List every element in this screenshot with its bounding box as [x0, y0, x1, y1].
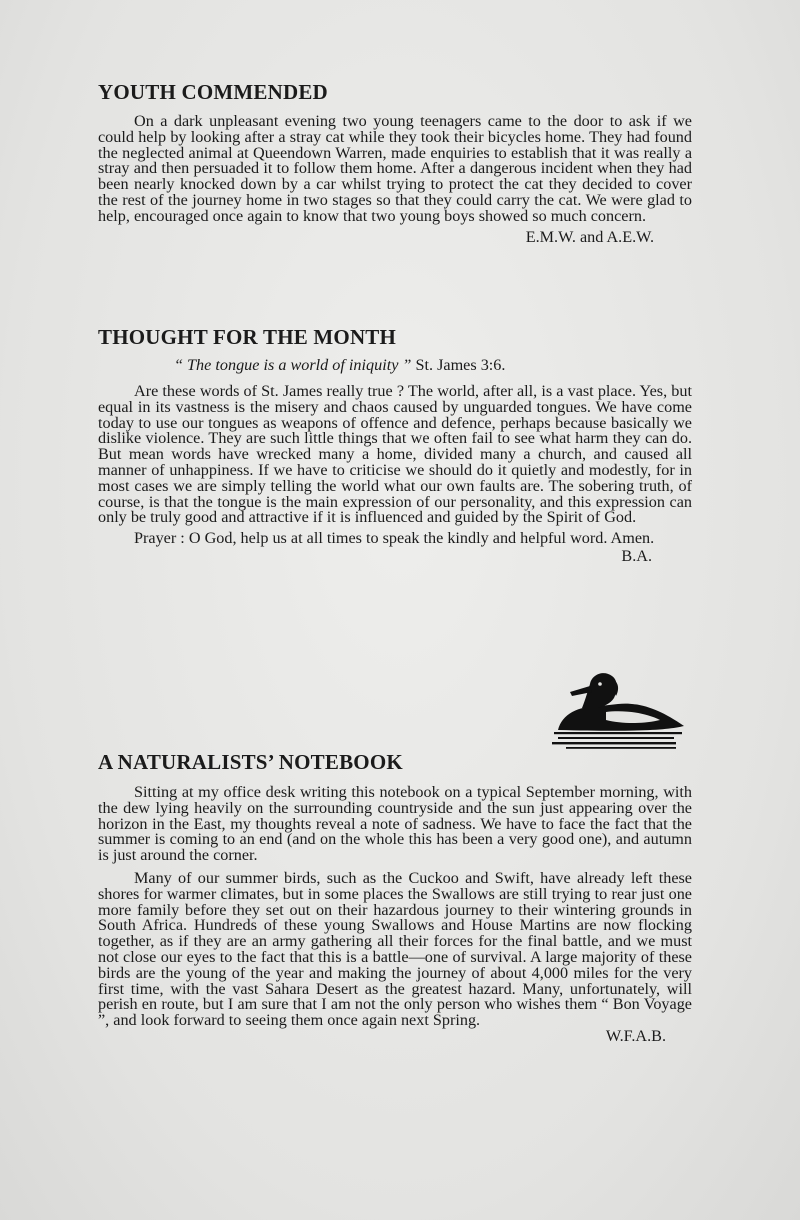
section-heading: THOUGHT FOR THE MONTH	[98, 325, 397, 349]
quote-source: St. James 3:6.	[415, 356, 506, 374]
section-paragraph: Are these words of St. James really true ? The world, after all, is a vast place. Yes, but equal in its vastness is the misery and chaos caused by unguarded tongues. We have come today to use our tongues as weapons of offence and defence, perhaps because basically we dislike violence. They are such little things that we often fail to see what harm they can do. But mean words have wrecked many a home, divided many a church, and caused all manner of unhappiness. If we have to criticise we should do it quietly and modestly, for in most cases we are simply telling the world what our own faults are. The sobering truth, of course, is that the tongue is the main expression of our personality, and this expression can only be truly good and attractive if it is influenced and guided by the Spirit of God.	[98, 382, 692, 527]
naturalists-notebook-section	[98, 750, 692, 1045]
signature: B.A.	[621, 546, 652, 565]
section-heading: YOUTH COMMENDED	[98, 80, 328, 104]
section-paragraph: Many of our summer birds, such as the Cuckoo and Swift, have already left these shores for warmer climates, but in some places the Swallows are still trying to rear just one more family before they set out on their hazardous journey to their wintering grounds in South Africa. Hundreds of these young Swallows and House Martins are now flocking together, as if they are an army gathering all their forces for the final battle, and we must not close our eyes to the fact that this is a battle—one of survival. A large majority of these birds are the young of the year and making the journey of about 4,000 miles for the very first time, with the vast Sahara Desert as the greatest hazard. Many, unfortunately, will perish en route, but I am sure that I am not the only person who wishes them “ Bon Voyage ”, and look forward to seeing them once again next Spring.	[98, 868, 692, 1030]
section-paragraph: Sitting at my office desk writing this notebook on a typical September morning, with the dew lying heavily on the surrounding countryside and the sun just appearing over the horizon in the East, my thoughts reveal a note of sadness. We have to face the fact that the summer is coming to an end (and on the whole this has been a very good one), and autumn is just around the corner.	[98, 783, 692, 865]
scripture-quote	[174, 356, 692, 374]
thought-for-the-month-section	[98, 325, 692, 565]
section-heading: A NATURALISTS’ NOTEBOOK	[98, 750, 403, 774]
section-paragraph: On a dark unpleasant evening two young teenagers came to the door to ask if we could help by looking after a stray cat while they took their bicycles home. They had found the neglected animal at Queendown Warren, made enquiries to establish that it was really a stray and then persuaded it to follow them home. After a dangerous incident when they had been nearly knocked down by a car whilst trying to protect the cat they decided to cover the rest of the journey home in two stages so that they could carry the cat. We were glad to help, encouraged once again to know that two young boys showed so much concern.	[98, 112, 692, 225]
youth-commended-section	[98, 80, 692, 246]
signature: E.M.W. and A.E.W.	[525, 227, 654, 246]
duck-illustration	[548, 668, 688, 750]
signature: W.F.A.B.	[605, 1026, 666, 1045]
quote-text: “ The tongue is a world of iniquity ”	[174, 356, 412, 374]
prayer-paragraph: Prayer : O God, help us at all times to speak the kindly and helpful word. Amen.	[134, 529, 655, 548]
